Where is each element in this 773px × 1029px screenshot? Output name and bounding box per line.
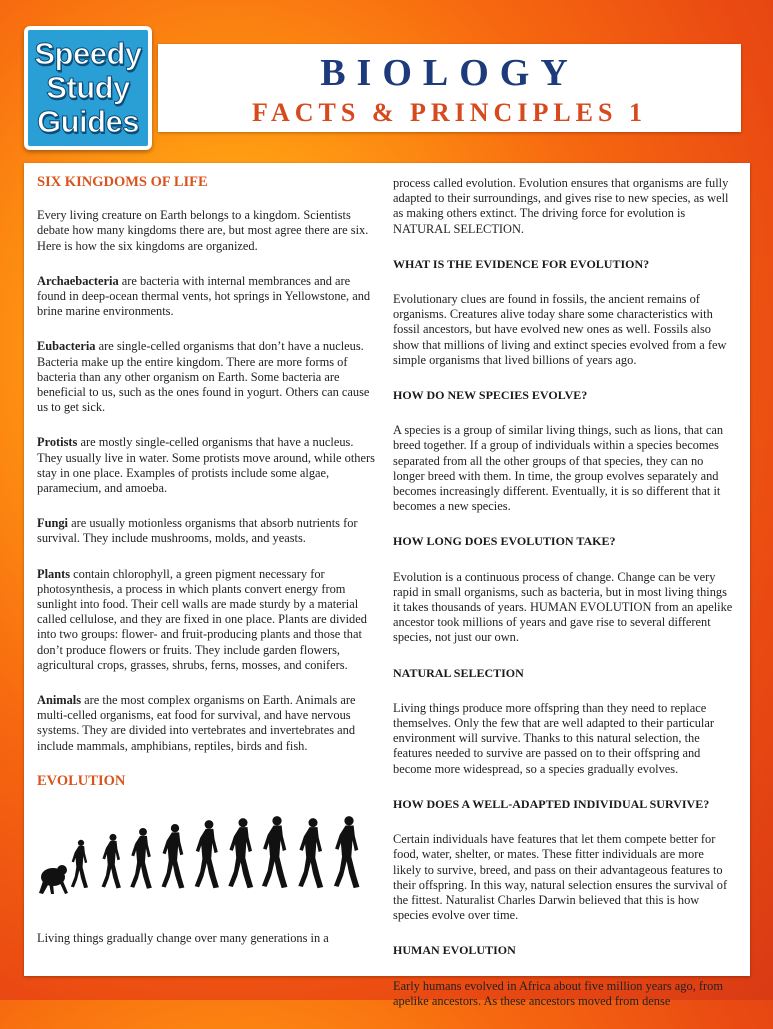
kingdoms-intro: Every living creature on Earth belongs to a kingdom. Scientists debate how many kingdoms there are, but most agree there are six. Here is how the six kingdoms are organized. bbox=[37, 208, 369, 253]
evidence-text: Evolutionary clues are found in fossils, the ancient remains of organisms. Creatures alive today share some characteristics with fossil ancestors, but have evolved new ones as well. Fossils also show that millions of living and extinct species evolved from a few simple organisms that lived billions of years ago. bbox=[393, 292, 727, 367]
duration-heading: HOW LONG DOES EVOLUTION TAKE? bbox=[393, 534, 616, 549]
protists-text: are mostly single-celled organisms that have a nucleus. They usually live in water. Some protists move around, while others stay in one place. Examples of protists include some algae, paramecium, and amoeba. bbox=[37, 435, 375, 496]
fungi-term: Fungi bbox=[37, 516, 68, 531]
human-evolution-illustration bbox=[37, 807, 377, 903]
adapted-text: Certain individuals have features that let them compete better for food, water, shelter, or mates. These fitter individuals are more likely to survive, breed, and pass on their advantageous features to their offspring. In this way, natural selection ensures the survival of the fittest. Naturalist Charles Darwin believed that this is how species evolve over time. bbox=[393, 832, 728, 923]
plants-term: Plants bbox=[37, 566, 71, 581]
content-panel bbox=[24, 163, 750, 1008]
adapted-heading: HOW DOES A WELL-ADAPTED INDIVIDUAL SURVIVE? bbox=[393, 796, 710, 811]
kingdoms-heading: SIX KINGDOMS OF LIFE bbox=[37, 174, 208, 190]
title-banner bbox=[158, 44, 741, 132]
protists-term: Protists bbox=[37, 435, 78, 450]
plants-paragraph bbox=[37, 567, 377, 673]
fungi-text: are usually motionless organisms that absorb nutrients for survival. They include mushrooms, molds, and yeasts. bbox=[37, 516, 358, 546]
species-text: A species is a group of similar living things, such as lions, that can breed together. If a group of individuals within a species becomes separated from all the other groups of that species, they can no longer breed with them. In time, the group evolves separately and becomes increasingly different. Eventually, it is so different that it becomes a new species. bbox=[393, 423, 724, 514]
page-title: BIOLOGY bbox=[320, 52, 579, 94]
evidence-heading: WHAT IS THE EVIDENCE FOR EVOLUTION? bbox=[393, 256, 650, 271]
speedy-study-guides-logo bbox=[24, 26, 152, 150]
evolution-silhouettes-icon bbox=[37, 807, 377, 899]
evolution-heading: EVOLUTION bbox=[37, 772, 126, 789]
species-heading: HOW DO NEW SPECIES EVOLVE? bbox=[393, 388, 588, 403]
animals-term: Animals bbox=[37, 693, 82, 708]
eubacteria-text: are single-celled organisms that don’t have a nucleus. Bacteria make up the entire kingdom. There are more forms of bacteria than any other organism on Earth. Some bacteria are beneficial to us, such as the ones found in yogurt. Others can cause us to get sick. bbox=[37, 339, 370, 415]
human-evolution-text: Early humans evolved in Africa about five million years ago, from apelike ancestors. As these ancestors moved from dense bbox=[393, 978, 723, 1008]
evolution-continued: process called evolution. Evolution ensures that organisms are fully adapted to their surroundings, and gives rise to new species, as well as making others extinct. The driving force for evolution is NATURAL SELECTION. bbox=[393, 176, 729, 236]
animals-text: are the most complex organisms on Earth. Animals are multi-celled organisms, eat food for survival, and have nervous systems. They are divided into vertebrates and invertebrates and include mammals, amphibians, reptiles, birds and fish. bbox=[37, 693, 356, 753]
plants-text: contain chlorophyll, a green pigment necessary for photosynthesis, a process in which plants convert energy from sunlight into food. Their cell walls are made sturdy by a material called cellulose, and they are fixed in one place. Plants are divided into two groups: flower- and fruit-producing plants and those that don’t produce flowers or fruits. They include garden flowers, agricultural crops, grasses, shrubs, ferns, mosses, and conifers. bbox=[37, 566, 367, 672]
logo-line-3: Guides bbox=[36, 104, 140, 139]
archaebacteria-term: Archaebacteria bbox=[37, 273, 119, 288]
human-evolution-heading: HUMAN EVOLUTION bbox=[393, 943, 516, 958]
left-column bbox=[37, 163, 377, 967]
right-column bbox=[393, 163, 733, 1029]
evolution-intro: Living things gradually change over many generations in a bbox=[37, 931, 329, 946]
natural-selection-text: Living things produce more offspring than they need to replace themselves. Only the few that are well adapted to their particular environment will survive. Thanks to this natural selection, the features needed to survive are passed on to their offspring and become more widespread, so a species gradually evolves. bbox=[393, 700, 715, 776]
archaebacteria-paragraph bbox=[37, 274, 377, 320]
logo-line-1: Speedy bbox=[34, 36, 142, 71]
archaebacteria-text: are bacteria with internal membrances and are found in deep-ocean thermal vents, hot springs in Yellowstone, and brine marine environments. bbox=[37, 273, 371, 319]
page-subtitle: FACTS & PRINCIPLES 1 bbox=[252, 98, 647, 127]
eubacteria-term: Eubacteria bbox=[37, 339, 96, 354]
fungi-paragraph bbox=[37, 516, 377, 546]
duration-text: Evolution is a continuous process of change. Change can be very rapid in small organisms, such as bacteria, but in most living things it takes thousands of years. HUMAN EVOLUTION from an apelike ancestor took millions of years and gave rise to several different species, not just our own. bbox=[393, 569, 733, 645]
animals-paragraph bbox=[37, 693, 377, 754]
eubacteria-paragraph bbox=[37, 339, 377, 415]
protists-paragraph bbox=[37, 435, 377, 496]
natural-selection-heading: NATURAL SELECTION bbox=[393, 665, 524, 680]
logo-line-2: Study bbox=[46, 70, 130, 105]
